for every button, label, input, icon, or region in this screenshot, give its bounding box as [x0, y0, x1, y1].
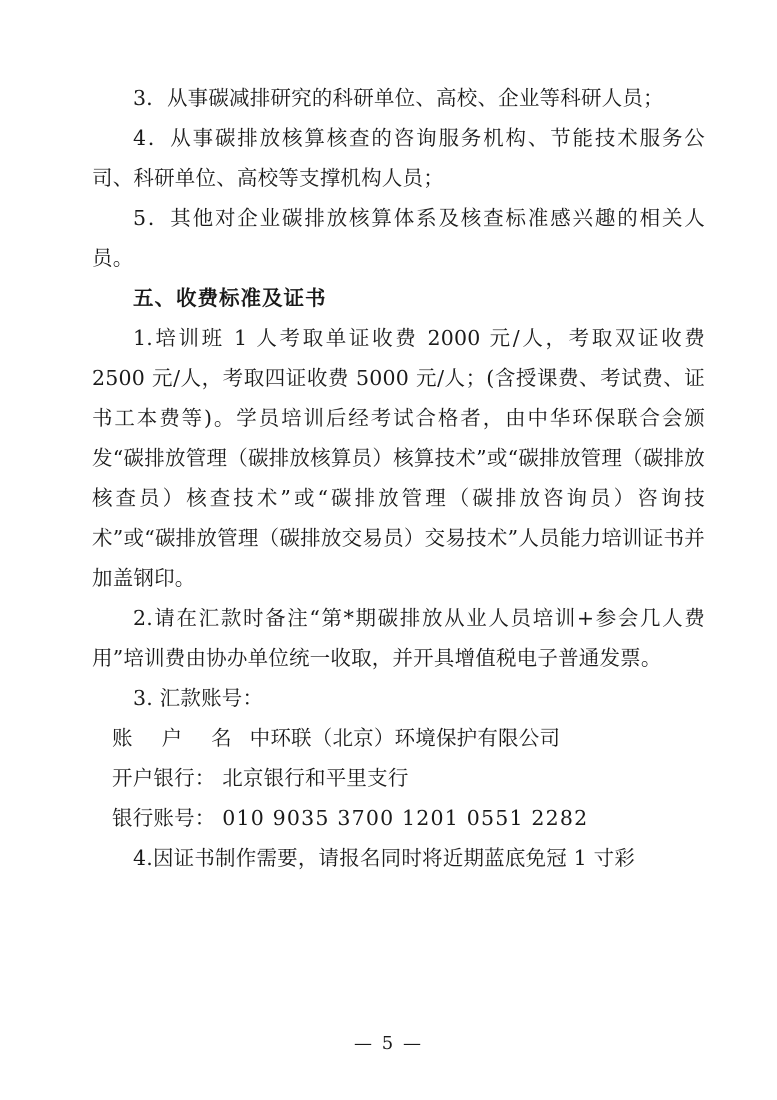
paragraph-fee-details: 1.培训班 1 人考取单证收费 2000 元/人，考取双证收费 2500 元/人，考取四证收费 5000 元/人；(含授课费、考试费、证书工本费等)。学员培训后经考试合格者，由中华环保联合会颁发“碳排放管理（碳排放核算员）核算技术”或“碳排放管理（碳排放核查员）核查技术”或“碳排放管理（碳排放咨询员）咨询技术”或“碳排放管理（碳排放交易员）交易技术”人员能力培训证书并加盖钢印。 — [92, 326, 705, 590]
paragraph-photo-requirement: 4.因证书制作需要，请报名同时将近期蓝底免冠 1 寸彩 — [133, 846, 636, 870]
paragraph-item-4: 4．从事碳排放核算核查的咨询服务机构、节能技术服务公司、科研单位、高校等支撑机构人员； — [92, 126, 705, 190]
bank-account-name-value: 中环联（北京）环境保护有限公司 — [249, 726, 561, 750]
bank-account-name-line — [92, 718, 705, 758]
paragraph-account-heading: 3. 汇款账号： — [133, 686, 264, 710]
bank-branch-value: 北京银行和平里支行 — [222, 766, 409, 790]
bank-branch-line — [92, 758, 705, 798]
page-number: — 5 — — [354, 1033, 423, 1054]
paragraph-remittance-note: 2.请在汇款时备注“第*期碳排放从业人员培训+参会几人费用”培训费由协办单位统一收取，并开具增值税电子普通发票。 — [92, 606, 705, 670]
section-heading-fees-and-certificate: 五、收费标准及证书 — [133, 286, 327, 310]
paragraph-item-3: 3．从事碳减排研究的科研单位、高校、企业等科研人员； — [133, 86, 664, 110]
bank-account-name-label: 账 户 名 — [112, 726, 243, 750]
bank-branch-label: 开户银行： — [112, 766, 216, 790]
bank-account-number-value: 010 9035 3700 1201 0551 2282 — [222, 806, 589, 830]
bank-account-number-line — [92, 798, 705, 838]
bank-account-number-label: 银行账号： — [112, 806, 216, 830]
paragraph-item-5: 5．其他对企业碳排放核算体系及核查标准感兴趣的相关人员。 — [92, 206, 705, 270]
document-body — [92, 78, 705, 878]
